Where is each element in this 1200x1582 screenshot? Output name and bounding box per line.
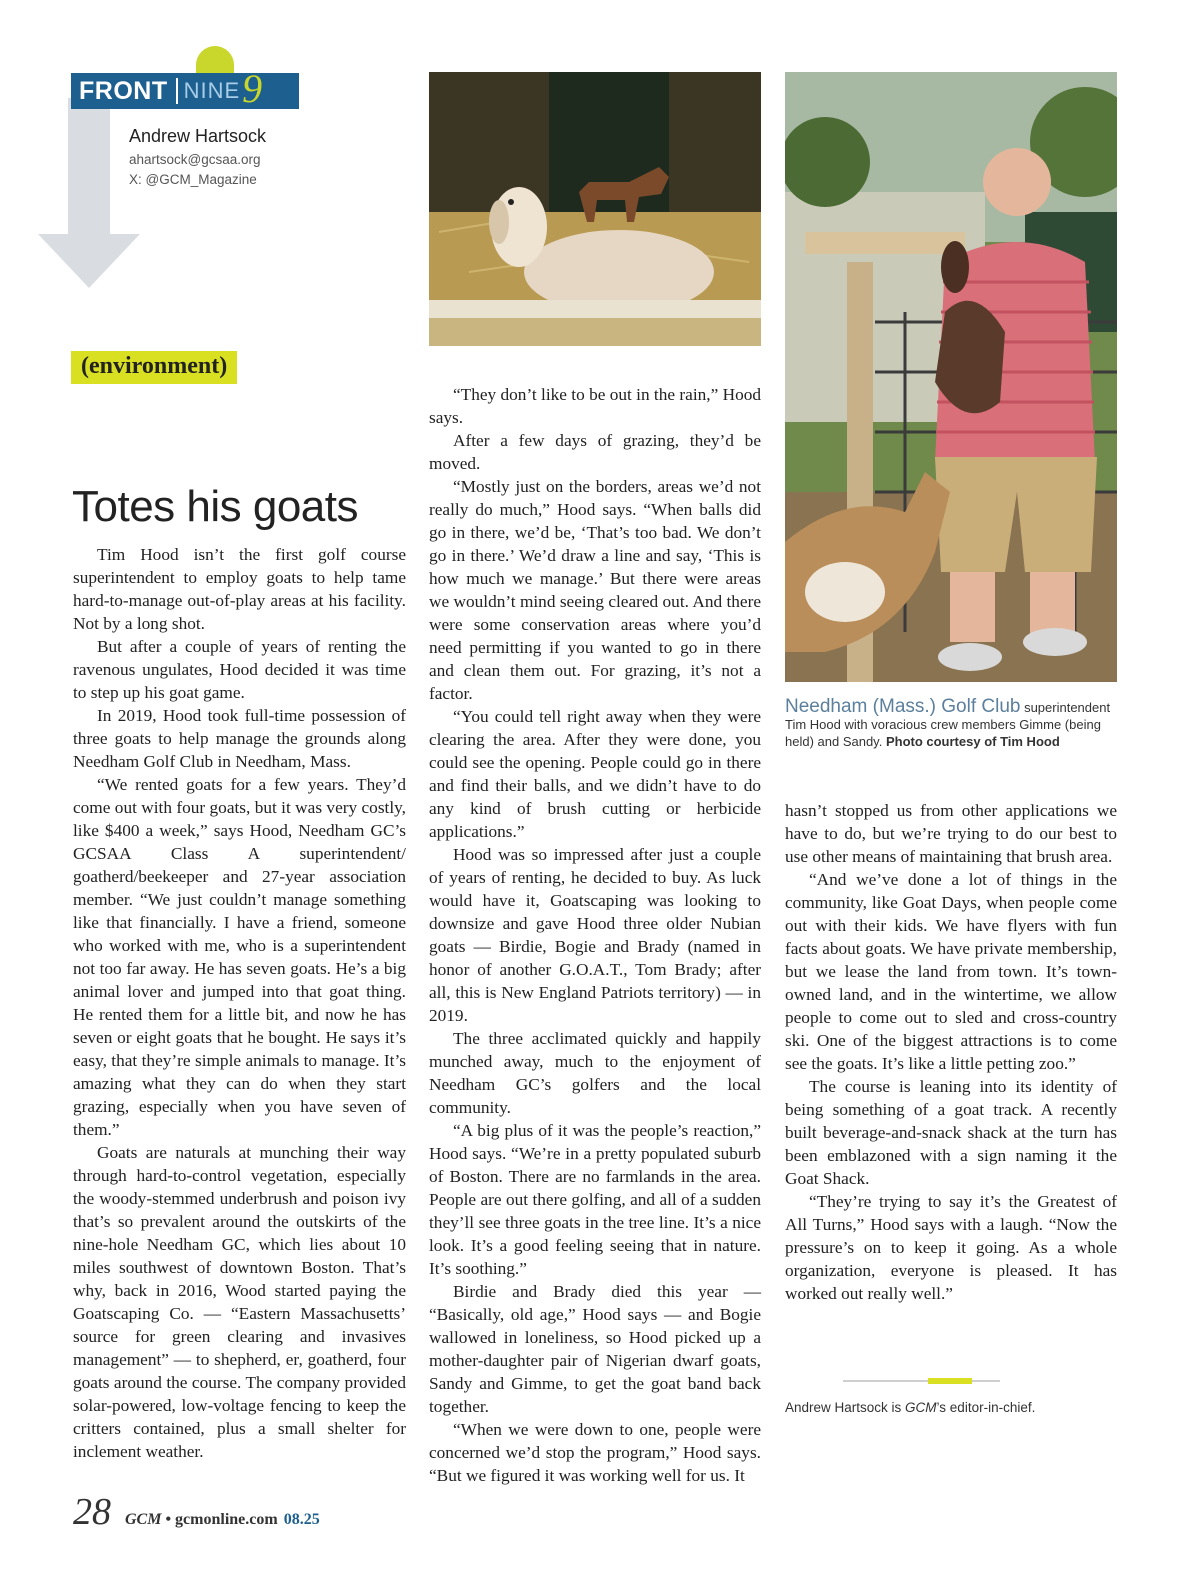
paragraph: “They don’t like to be out in the rain,” Hood says.: [429, 385, 761, 427]
paragraph: The three acclimated quickly and happily munched away, much to the enjoyment of Needham GC’s golfers and the local community.: [429, 1029, 761, 1117]
author-email: ahartsock@gcsaa.org: [129, 152, 261, 167]
brand-front-text: FRONT: [79, 76, 168, 105]
footer-site: • gcmonline.com: [161, 1511, 278, 1528]
paragraph: “They’re trying to say it’s the Greatest of All Turns,” Hood says with a laugh. “Now the pressure’s on to keep it going. As a whole organization, everyone is pleased. It has worked out really well.”: [785, 1192, 1117, 1303]
caption-lead: Needham (Mass.) Golf Club: [785, 696, 1021, 717]
author-social: X: @GCM_Magazine: [129, 172, 257, 187]
brand-nine-text: NINE: [183, 78, 241, 103]
paragraph: In 2019, Hood took full-time possession of three goats to help manage the grounds along Needham Golf Club in Needham, Mass.: [73, 706, 406, 771]
author-block: [129, 126, 266, 190]
photo-goats-in-barn: [429, 72, 761, 346]
author-name: Andrew Hartsock: [129, 126, 267, 146]
headline: Totes his goats: [72, 482, 358, 531]
page-number: 28: [73, 1491, 111, 1533]
paragraph: After a few days of grazing, they’d be moved.: [429, 431, 761, 473]
article-column-3: [785, 799, 1117, 1305]
page-footer: [73, 1490, 320, 1534]
paragraph: Hood was so impressed after just a couple of years of renting, he decided to buy. As luck would have it, Goatscaping was looking to downsize and gave Hood three older Nubian goats — Birdie, Bogie and Brady (named in honor of another G.O.A.T., Tom Brady; after all, this is New England Patriots territory) — in 2019.: [429, 845, 761, 1025]
footer-publication: GCM: [125, 1511, 162, 1528]
paragraph: Birdie and Brady died this year — “Basically, old age,” Hood says — and Bogie wallowed in loneliness, so Hood picked up a mother-daughter pair of Nigerian dwarf goats, Sandy and Gimme, to get the goat band back together.: [429, 1282, 761, 1416]
brand-separator: [176, 78, 178, 104]
paragraph: But after a couple of years of renting the ravenous ungulates, Hood decided it was time to step up his goat game.: [73, 637, 406, 702]
front-nine-logo: [71, 66, 299, 111]
caption-credit: Photo courtesy of Tim Hood: [885, 734, 1060, 749]
article-column-1: [73, 543, 406, 1463]
paragraph: “We rented goats for a few years. They’d come out with four goats, but it was very costly, like $400 a week,” says Hood, Needham GC’s GCSAA Class A superintendent/ goatherd/beekeeper and 27-year association member. “We just couldn’t manage something like that financially. I have a friend, someone who worked with me, who is a superintendent not too far away. He has seven goats. He’s a big animal lover and jumped into that goat thing. He rented them for a little bit, and now he has seven or eight goats that he bought. He says it’s easy, that they’re simple animals to manage. It’s amazing what they can do when they start grazing, especially when you have seven of them.”: [73, 775, 406, 1139]
paragraph: “Mostly just on the borders, areas we’d not really do much,” Hood says. “When balls did go in there, we’d be, ‘That’s too bad. We don’t go in there.’ We’d draw a line and say, ‘This is how much we manage.’ But there were areas we wouldn’t mind seeing cleared out. And there were some conservation areas where you’d need permitting if you wanted to go in there and clean them out. For grazing, it’s not a factor.: [429, 477, 761, 703]
down-arrow-graphic: [38, 98, 140, 288]
bio-name: Andrew Hartsock is: [785, 1400, 906, 1415]
paragraph: “When we were down to one, people were concerned we’d stop the program,” Hood says. “But we figured it was working well for us. It: [429, 1420, 761, 1485]
end-rule: [843, 1380, 1000, 1382]
photo-caption: [785, 698, 1120, 750]
brand-leaf-graphic: [196, 46, 234, 76]
paragraph: Goats are naturals at munching their way through hard-to-control vegetation, especially the woody-stemmed underbrush and poison ivy that’s so prevalent around the outskirts of the nine-hole Needham GC, which lies about 10 miles southwest of downtown Boston. That’s why, back in 2016, Wood started paying the Goatscaping Co. — “Eastern Massachusetts’ source for green clearing and invasives management” — to shepherd, er, goatherd, four goats around the course. The company provided solar-powered, low-voltage fencing to keep the critters contained, plus a small shelter for inclement weather.: [73, 1143, 406, 1461]
end-rule-accent: [928, 1378, 972, 1384]
section-tag: (environment): [71, 351, 237, 384]
paragraph: “And we’ve done a lot of things in the community, like Goat Days, when people come out with their kids. We have flyers with fun facts about goats. We have private membership, but we lease the land from town. It’s town-owned land, and in the wintertime, we allow people to come out to sled and cross-country ski. One of the biggest attractions is to come see the goats. It’s like a little petting zoo.”: [785, 870, 1117, 1073]
footer-issue: 08.25: [283, 1511, 320, 1528]
article-column-2: [429, 383, 761, 1487]
paragraph: “A big plus of it was the people’s reaction,” Hood says. “We’re in a pretty populated suburb of Boston. There are no farmlands in the area. People are out there golfing, and all of a sudden they’ll see three goats in the tree line. It’s a nice look. It’s a good feeling seeing that in nature. It’s soothing.”: [429, 1121, 761, 1278]
paragraph: The course is leaning into its identity of being something of a goat track. A recently built beverage-and-snack shack at the turn has been emblazoned with a sign naming it the Goat Shack.: [785, 1077, 1117, 1188]
photo-tim-hood-with-goats: [785, 72, 1117, 682]
paragraph: “You could tell right away when they were clearing the area. After they were done, you could see the opening. People could go in there and find their balls, and we didn’t have to do any kind of brush cutting or herbicide applications.”: [429, 707, 761, 841]
bio-rest: ’s editor-in-chief.: [936, 1400, 1036, 1415]
author-bio: [785, 1400, 1035, 1415]
bio-publication: GCM: [905, 1400, 937, 1415]
footer-text: [125, 1511, 320, 1529]
brand-nine-numeral: 9: [242, 66, 263, 111]
paragraph: Tim Hood isn’t the first golf course superintendent to employ goats to help tame hard-to-manage out-of-play areas at his facility. Not by a long shot.: [73, 545, 406, 633]
caption-body: superintendent Tim Hood with voracious crew members Gimme (being held) and Sandy.: [785, 700, 1111, 749]
paragraph: hasn’t stopped us from other applications we have to do, but we’re trying to do our best to use other means of maintaining that brush area.: [785, 801, 1117, 866]
